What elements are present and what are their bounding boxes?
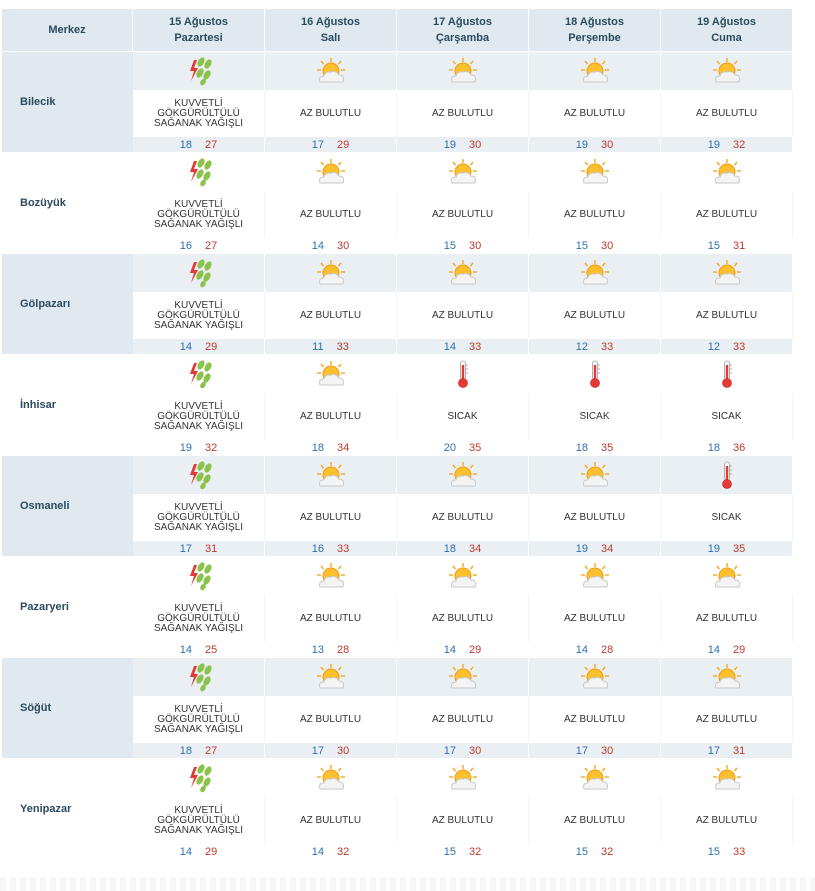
partly-cloudy-icon	[579, 562, 611, 590]
partly-cloudy-icon	[711, 663, 743, 691]
weather-condition-text: KUVVETLİ GÖKGÜRÜLTÜLÜ SAĞANAK YAĞIŞLI	[133, 393, 265, 440]
max-temperature: 28	[601, 643, 614, 656]
header-day-4	[529, 9, 661, 51]
header-day-date: 16 Ağustos	[301, 16, 360, 28]
weather-condition-text: AZ BULUTLU	[529, 191, 661, 238]
min-temperature: 14	[443, 340, 456, 353]
partly-cloudy-icon	[579, 57, 611, 85]
weather-condition-text: AZ BULUTLU	[529, 595, 661, 642]
weather-icon-cell	[661, 253, 793, 292]
min-temperature: 14	[179, 643, 192, 656]
forecast-table	[2, 9, 800, 859]
weather-icon-cell	[133, 354, 265, 393]
header-day-weekday: Çarşamba	[435, 32, 490, 44]
weather-icon-cell	[661, 51, 793, 90]
temperature-range	[265, 137, 397, 152]
weather-icon-cell	[133, 657, 265, 696]
temperature-range	[529, 238, 661, 253]
weather-icon-cell	[661, 758, 793, 797]
min-temperature: 14	[311, 845, 324, 858]
min-temperature: 16	[179, 239, 192, 252]
max-temperature: 30	[601, 239, 614, 252]
min-temperature: 18	[443, 542, 456, 555]
weather-condition-text: AZ BULUTLU	[265, 90, 397, 137]
header-day-weekday: Salı	[320, 32, 341, 44]
temperature-range	[265, 440, 397, 455]
weather-icon-cell	[529, 556, 661, 595]
max-temperature: 32	[601, 845, 614, 858]
min-temperature: 18	[179, 138, 192, 151]
min-temperature: 17	[575, 744, 588, 757]
partly-cloudy-icon	[315, 259, 347, 287]
weather-condition-text: AZ BULUTLU	[397, 494, 529, 541]
temperature-range	[661, 339, 793, 354]
weather-icon-cell	[265, 455, 397, 494]
weather-icon-cell	[133, 152, 265, 191]
temperature-range	[397, 339, 529, 354]
temperature-range	[661, 137, 793, 152]
max-temperature: 33	[469, 340, 482, 353]
weather-icon-cell	[397, 51, 529, 90]
max-temperature: 33	[733, 340, 746, 353]
temperature-range	[397, 238, 529, 253]
header-day-date: 15 Ağustos	[169, 16, 228, 28]
min-temperature: 18	[707, 441, 720, 454]
partly-cloudy-icon	[579, 259, 611, 287]
weather-condition-text: KUVVETLİ GÖKGÜRÜLTÜLÜ SAĞANAK YAĞIŞLI	[133, 595, 265, 642]
weather-icon-cell	[529, 455, 661, 494]
partly-cloudy-icon	[711, 259, 743, 287]
partly-cloudy-icon	[315, 663, 347, 691]
temperature-range	[529, 541, 661, 556]
thunderstorm-icon	[184, 763, 214, 793]
max-temperature: 27	[205, 239, 218, 252]
max-temperature: 25	[205, 643, 218, 656]
partly-cloudy-icon	[579, 461, 611, 489]
max-temperature: 32	[733, 138, 746, 151]
weather-icon-cell	[661, 657, 793, 696]
partly-cloudy-icon	[579, 764, 611, 792]
min-temperature: 18	[575, 441, 588, 454]
min-temperature: 19	[707, 138, 720, 151]
min-temperature: 15	[575, 845, 588, 858]
min-temperature: 14	[179, 845, 192, 858]
weather-icon-cell	[133, 556, 265, 595]
min-temperature: 15	[707, 845, 720, 858]
weather-icon-cell	[529, 758, 661, 797]
temperature-range	[529, 642, 661, 657]
thermometer-hot-icon	[720, 460, 734, 490]
temperature-range	[265, 339, 397, 354]
weather-icon-cell	[529, 51, 661, 90]
weather-condition-text: KUVVETLİ GÖKGÜRÜLTÜLÜ SAĞANAK YAĞIŞLI	[133, 696, 265, 743]
partly-cloudy-icon	[315, 461, 347, 489]
header-day-3	[397, 9, 529, 51]
max-temperature: 34	[337, 441, 350, 454]
partly-cloudy-icon	[447, 259, 479, 287]
partly-cloudy-icon	[315, 158, 347, 186]
weather-condition-text: AZ BULUTLU	[529, 696, 661, 743]
weather-icon-cell	[133, 51, 265, 90]
partly-cloudy-icon	[711, 57, 743, 85]
min-temperature: 12	[707, 340, 720, 353]
partly-cloudy-icon	[447, 764, 479, 792]
weather-icon-cell	[133, 253, 265, 292]
partly-cloudy-icon	[711, 158, 743, 186]
weather-condition-text: AZ BULUTLU	[661, 90, 793, 137]
max-temperature: 29	[733, 643, 746, 656]
min-temperature: 15	[443, 845, 456, 858]
max-temperature: 30	[469, 744, 482, 757]
max-temperature: 31	[205, 542, 218, 555]
min-temperature: 18	[179, 744, 192, 757]
weather-condition-text: KUVVETLİ GÖKGÜRÜLTÜLÜ SAĞANAK YAĞIŞLI	[133, 90, 265, 137]
partly-cloudy-icon	[447, 57, 479, 85]
temperature-range	[661, 743, 793, 758]
weather-condition-text: AZ BULUTLU	[397, 595, 529, 642]
temperature-range	[661, 844, 793, 859]
temperature-range	[133, 238, 265, 253]
city-name: Pazaryeri	[2, 556, 133, 657]
temperature-range	[397, 743, 529, 758]
temperature-range	[133, 137, 265, 152]
header-day-date: 18 Ağustos	[565, 16, 624, 28]
weather-icon-cell	[265, 253, 397, 292]
min-temperature: 20	[443, 441, 456, 454]
temperature-range	[133, 743, 265, 758]
min-temperature: 14	[707, 643, 720, 656]
weather-condition-text: AZ BULUTLU	[397, 90, 529, 137]
min-temperature: 14	[443, 643, 456, 656]
max-temperature: 29	[205, 845, 218, 858]
weather-condition-text: SICAK	[661, 393, 793, 440]
thermometer-hot-icon	[720, 359, 734, 389]
max-temperature: 30	[601, 138, 614, 151]
weather-icon-cell	[265, 556, 397, 595]
temperature-range	[133, 541, 265, 556]
max-temperature: 29	[469, 643, 482, 656]
weather-condition-text: AZ BULUTLU	[265, 292, 397, 339]
temperature-range	[265, 844, 397, 859]
temperature-range	[529, 440, 661, 455]
weather-condition-text: AZ BULUTLU	[397, 191, 529, 238]
weather-icon-cell	[529, 152, 661, 191]
weather-condition-text: AZ BULUTLU	[265, 494, 397, 541]
min-temperature: 19	[575, 138, 588, 151]
temperature-range	[133, 844, 265, 859]
weather-icon-cell	[133, 758, 265, 797]
weather-condition-text: AZ BULUTLU	[265, 797, 397, 844]
weather-icon-cell	[397, 253, 529, 292]
partly-cloudy-icon	[315, 57, 347, 85]
min-temperature: 17	[707, 744, 720, 757]
forecast-grid	[2, 9, 793, 859]
min-temperature: 17	[179, 542, 192, 555]
weather-condition-text: SICAK	[661, 494, 793, 541]
temperature-range	[265, 743, 397, 758]
weather-condition-text: AZ BULUTLU	[661, 696, 793, 743]
temperature-range	[661, 642, 793, 657]
max-temperature: 33	[337, 542, 350, 555]
max-temperature: 30	[469, 239, 482, 252]
temperature-range	[397, 137, 529, 152]
min-temperature: 19	[707, 542, 720, 555]
weather-condition-text: AZ BULUTLU	[661, 191, 793, 238]
max-temperature: 31	[733, 744, 746, 757]
max-temperature: 32	[205, 441, 218, 454]
thermometer-hot-icon	[456, 359, 470, 389]
temperature-range	[133, 440, 265, 455]
max-temperature: 33	[733, 845, 746, 858]
max-temperature: 30	[337, 744, 350, 757]
min-temperature: 15	[575, 239, 588, 252]
weather-condition-text: AZ BULUTLU	[661, 797, 793, 844]
temperature-range	[529, 137, 661, 152]
max-temperature: 35	[733, 542, 746, 555]
weather-condition-text: AZ BULUTLU	[397, 292, 529, 339]
weather-condition-text: AZ BULUTLU	[661, 595, 793, 642]
partly-cloudy-icon	[711, 764, 743, 792]
temperature-range	[133, 339, 265, 354]
weather-condition-text: KUVVETLİ GÖKGÜRÜLTÜLÜ SAĞANAK YAĞIŞLI	[133, 797, 265, 844]
temperature-range	[661, 440, 793, 455]
header-day-date: 17 Ağustos	[433, 16, 492, 28]
max-temperature: 31	[733, 239, 746, 252]
temperature-range	[397, 642, 529, 657]
weather-icon-cell	[661, 354, 793, 393]
weather-condition-text: SICAK	[529, 393, 661, 440]
partly-cloudy-icon	[447, 663, 479, 691]
header-day-weekday: Perşembe	[568, 32, 621, 44]
max-temperature: 33	[601, 340, 614, 353]
city-name: Yenipazar	[2, 758, 133, 859]
temperature-range	[661, 541, 793, 556]
max-temperature: 30	[601, 744, 614, 757]
header-day-5	[661, 9, 793, 51]
header-day-1	[133, 9, 265, 51]
max-temperature: 29	[205, 340, 218, 353]
temperature-range	[661, 238, 793, 253]
max-temperature: 27	[205, 138, 218, 151]
max-temperature: 34	[469, 542, 482, 555]
weather-condition-text: AZ BULUTLU	[397, 696, 529, 743]
temperature-range	[397, 844, 529, 859]
weather-condition-text: AZ BULUTLU	[529, 797, 661, 844]
thunderstorm-icon	[184, 56, 214, 86]
weather-icon-cell	[265, 758, 397, 797]
min-temperature: 11	[312, 340, 324, 353]
max-temperature: 34	[601, 542, 614, 555]
thermometer-hot-icon	[588, 359, 602, 389]
min-temperature: 17	[443, 744, 456, 757]
header-day-weekday: Cuma	[711, 32, 742, 44]
weather-icon-cell	[397, 354, 529, 393]
header-day-2	[265, 9, 397, 51]
max-temperature: 35	[469, 441, 482, 454]
weather-condition-text: AZ BULUTLU	[397, 797, 529, 844]
city-name: İnhisar	[2, 354, 133, 455]
max-temperature: 29	[337, 138, 350, 151]
weather-condition-text: KUVVETLİ GÖKGÜRÜLTÜLÜ SAĞANAK YAĞIŞLI	[133, 494, 265, 541]
partly-cloudy-icon	[315, 562, 347, 590]
header-city-label: Merkez	[2, 9, 133, 51]
temperature-range	[265, 642, 397, 657]
weather-condition-text: KUVVETLİ GÖKGÜRÜLTÜLÜ SAĞANAK YAĞIŞLI	[133, 191, 265, 238]
city-name: Osmaneli	[2, 455, 133, 556]
partly-cloudy-icon	[315, 764, 347, 792]
weather-icon-cell	[133, 455, 265, 494]
weather-condition-text: AZ BULUTLU	[265, 191, 397, 238]
partly-cloudy-icon	[579, 158, 611, 186]
thunderstorm-icon	[184, 359, 214, 389]
max-temperature: 33	[336, 340, 349, 353]
weather-icon-cell	[529, 657, 661, 696]
min-temperature: 13	[311, 643, 324, 656]
weather-condition-text: AZ BULUTLU	[529, 292, 661, 339]
temperature-range	[529, 339, 661, 354]
partly-cloudy-icon	[315, 360, 347, 388]
partly-cloudy-icon	[711, 562, 743, 590]
min-temperature: 14	[575, 643, 588, 656]
max-temperature: 27	[205, 744, 218, 757]
min-temperature: 12	[575, 340, 588, 353]
weather-icon-cell	[265, 354, 397, 393]
min-temperature: 15	[707, 239, 720, 252]
weather-condition-text: AZ BULUTLU	[265, 393, 397, 440]
weather-icon-cell	[661, 556, 793, 595]
temperature-range	[397, 541, 529, 556]
city-name: Söğüt	[2, 657, 133, 758]
weather-condition-text: AZ BULUTLU	[265, 696, 397, 743]
min-temperature: 19	[575, 542, 588, 555]
bottom-divider	[0, 877, 815, 891]
weather-icon-cell	[265, 51, 397, 90]
max-temperature: 35	[601, 441, 614, 454]
city-name: Bozüyük	[2, 152, 133, 253]
weather-condition-text: KUVVETLİ GÖKGÜRÜLTÜLÜ SAĞANAK YAĞIŞLI	[133, 292, 265, 339]
partly-cloudy-icon	[447, 461, 479, 489]
weather-condition-text: AZ BULUTLU	[529, 494, 661, 541]
weather-condition-text: AZ BULUTLU	[529, 90, 661, 137]
city-name: Bilecik	[2, 51, 133, 152]
thunderstorm-icon	[184, 258, 214, 288]
min-temperature: 17	[311, 138, 324, 151]
weather-icon-cell	[397, 556, 529, 595]
weather-icon-cell	[661, 455, 793, 494]
min-temperature: 14	[179, 340, 192, 353]
max-temperature: 32	[469, 845, 482, 858]
weather-icon-cell	[529, 354, 661, 393]
weather-icon-cell	[265, 657, 397, 696]
weather-icon-cell	[661, 152, 793, 191]
weather-icon-cell	[397, 758, 529, 797]
min-temperature: 19	[179, 441, 192, 454]
min-temperature: 18	[311, 441, 324, 454]
weather-condition-text: SICAK	[397, 393, 529, 440]
partly-cloudy-icon	[447, 158, 479, 186]
max-temperature: 28	[337, 643, 350, 656]
temperature-range	[133, 642, 265, 657]
temperature-range	[397, 440, 529, 455]
weather-icon-cell	[397, 152, 529, 191]
weather-icon-cell	[529, 253, 661, 292]
weather-icon-cell	[265, 152, 397, 191]
weather-icon-cell	[397, 657, 529, 696]
thunderstorm-icon	[184, 662, 214, 692]
thunderstorm-icon	[184, 157, 214, 187]
weather-condition-text: AZ BULUTLU	[265, 595, 397, 642]
min-temperature: 17	[311, 744, 324, 757]
partly-cloudy-icon	[579, 663, 611, 691]
min-temperature: 19	[443, 138, 456, 151]
thunderstorm-icon	[184, 460, 214, 490]
thunderstorm-icon	[184, 561, 214, 591]
max-temperature: 30	[337, 239, 350, 252]
weather-icon-cell	[397, 455, 529, 494]
min-temperature: 16	[311, 542, 324, 555]
temperature-range	[265, 238, 397, 253]
max-temperature: 30	[469, 138, 482, 151]
weather-condition-text: AZ BULUTLU	[661, 292, 793, 339]
header-day-weekday: Pazartesi	[174, 32, 223, 44]
max-temperature: 32	[337, 845, 350, 858]
temperature-range	[265, 541, 397, 556]
min-temperature: 14	[311, 239, 324, 252]
temperature-range	[529, 743, 661, 758]
min-temperature: 15	[443, 239, 456, 252]
city-name: Gölpazarı	[2, 253, 133, 354]
max-temperature: 36	[733, 441, 746, 454]
temperature-range	[529, 844, 661, 859]
partly-cloudy-icon	[447, 562, 479, 590]
header-day-date: 19 Ağustos	[697, 16, 756, 28]
